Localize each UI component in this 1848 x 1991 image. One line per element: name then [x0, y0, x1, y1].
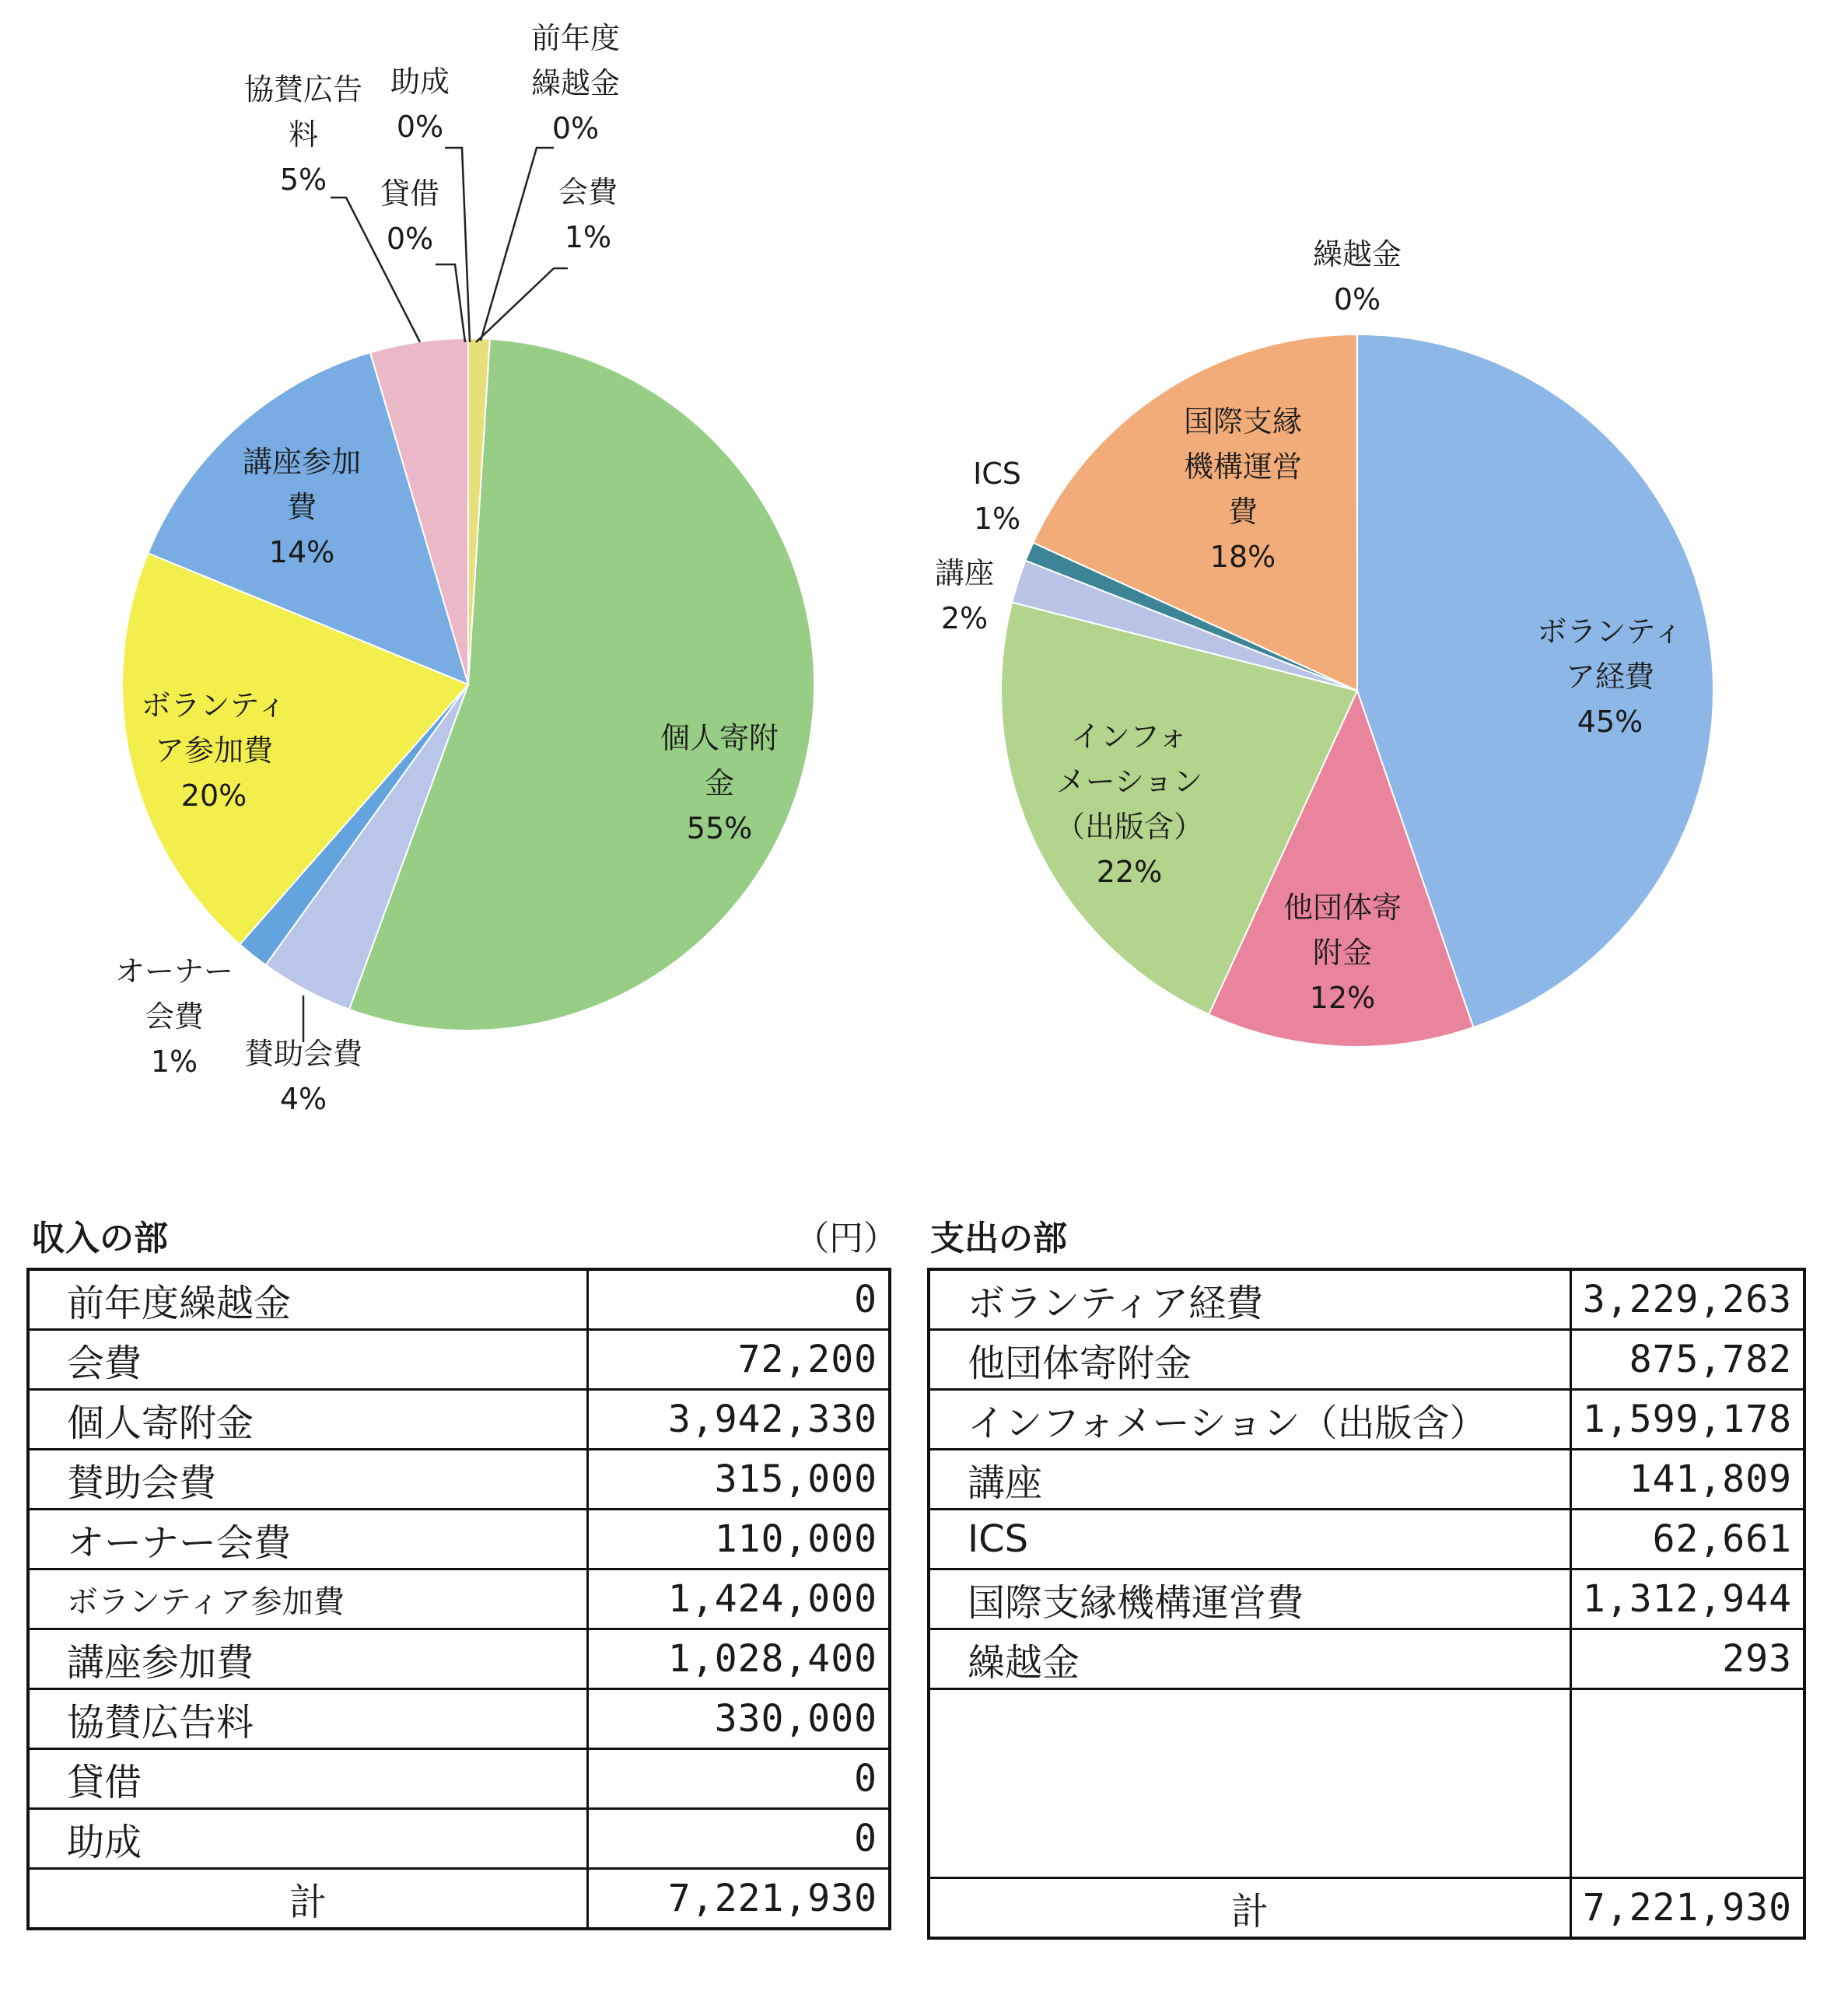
- table-row: [28, 1330, 890, 1390]
- slice-label: 賛助会費 4%: [243, 1037, 363, 1116]
- slice-label: 国際支縁機構運営費 18%: [1183, 404, 1303, 574]
- item-amount: 3,942,330: [588, 1390, 891, 1450]
- item-label: 国際支縁機構運営費: [929, 1569, 1570, 1629]
- slice-label: 貸借 0%: [380, 177, 440, 256]
- item-label: 賛助会費: [28, 1450, 588, 1510]
- table-row: [28, 1689, 890, 1749]
- total-row: [929, 1878, 1804, 1939]
- item-label: ボランティア参加費: [28, 1569, 588, 1629]
- leader-line: [436, 264, 465, 342]
- item-label: 協賛広告料: [28, 1689, 588, 1749]
- item-amount: 293: [1570, 1629, 1804, 1689]
- slice-label: オーナー会費 1%: [114, 954, 234, 1079]
- item-amount: 62,661: [1570, 1510, 1804, 1569]
- item-label: 他団体寄附金: [929, 1330, 1570, 1390]
- table-row: [28, 1510, 890, 1569]
- income-title: 収入の部: [31, 1219, 168, 1258]
- total-label: 計: [929, 1878, 1570, 1939]
- item-amount: 72,200: [588, 1330, 891, 1390]
- table-row: [28, 1809, 890, 1869]
- item-label: インフォメーション（出版含）: [929, 1390, 1570, 1450]
- item-label: 講座: [929, 1450, 1570, 1510]
- slice-label: 繰越金 0%: [1312, 237, 1402, 317]
- item-amount: 1,424,000: [588, 1569, 891, 1629]
- table-row: [929, 1629, 1804, 1689]
- table-row: [28, 1269, 890, 1330]
- table-row: [929, 1390, 1804, 1450]
- slice-label: インフォメーション（出版含） 22%: [1055, 719, 1204, 889]
- item-label: [929, 1689, 1570, 1878]
- expense-table: [927, 1268, 1806, 1940]
- total-amount: 7,221,930: [1570, 1878, 1804, 1939]
- table-row-empty: [929, 1689, 1804, 1878]
- table-row: [28, 1749, 890, 1809]
- slice-label: 他団体寄附金 12%: [1283, 891, 1402, 1015]
- leader-line: [445, 148, 470, 342]
- slice-label: ボランティア経費 45%: [1537, 614, 1683, 739]
- slice-label: 前年度繰越金 0%: [530, 21, 621, 145]
- slice-label: 会費 1%: [558, 175, 618, 254]
- item-label: 助成: [28, 1809, 588, 1869]
- leader-line: [476, 268, 568, 342]
- item-amount: 0: [588, 1749, 891, 1809]
- item-amount: 3,229,263: [1570, 1269, 1804, 1330]
- slice-label: 協賛広告料 5%: [243, 72, 363, 197]
- table-row: [929, 1269, 1804, 1330]
- leader-line: [331, 198, 420, 342]
- item-amount: 141,809: [1570, 1450, 1804, 1510]
- item-amount: 0: [588, 1269, 891, 1330]
- slice-label: ボランティア参加費 20%: [141, 688, 287, 813]
- slice-label: 講座参加費 14%: [242, 445, 362, 569]
- table-row: [929, 1569, 1804, 1629]
- pie-chart-2: [935, 237, 1713, 1047]
- leader-line: [481, 148, 554, 341]
- income-table: [26, 1268, 891, 1930]
- item-label: ICS: [929, 1510, 1570, 1569]
- table-row: [929, 1510, 1804, 1569]
- table-row: [28, 1450, 890, 1510]
- slice-label: 助成 0%: [390, 65, 450, 144]
- item-label: 会費: [28, 1330, 588, 1390]
- item-amount: 0: [588, 1809, 891, 1869]
- pie-chart-1: [115, 21, 814, 1116]
- item-amount: 330,000: [588, 1689, 891, 1749]
- table-row: [28, 1569, 890, 1629]
- item-label: 前年度繰越金: [28, 1269, 588, 1330]
- item-amount: 1,028,400: [588, 1629, 891, 1689]
- item-amount: 315,000: [588, 1450, 891, 1510]
- item-amount: [1570, 1689, 1804, 1878]
- table-row: [28, 1629, 890, 1689]
- item-label: ボランティア経費: [929, 1269, 1570, 1330]
- total-label: 計: [28, 1869, 588, 1930]
- item-label: 貸借: [28, 1749, 588, 1809]
- slice-label: ICS 1%: [973, 457, 1021, 536]
- item-label: オーナー会費: [28, 1510, 588, 1569]
- expense-title: 支出の部: [930, 1219, 1067, 1258]
- table-row: [929, 1450, 1804, 1510]
- slice-label: 個人寄附金 55%: [660, 721, 779, 845]
- item-amount: 875,782: [1570, 1330, 1804, 1390]
- total-row: [28, 1869, 890, 1930]
- item-label: 繰越金: [929, 1629, 1570, 1689]
- slice-label: 講座 2%: [934, 556, 995, 635]
- item-amount: 1,599,178: [1570, 1390, 1804, 1450]
- item-amount: 110,000: [588, 1510, 891, 1569]
- table-row: [28, 1390, 890, 1450]
- unit-label: （円）: [795, 1219, 898, 1258]
- item-label: 個人寄附金: [28, 1390, 588, 1450]
- item-label: 講座参加費: [28, 1629, 588, 1689]
- total-amount: 7,221,930: [588, 1869, 891, 1930]
- item-amount: 1,312,944: [1570, 1569, 1804, 1629]
- table-row: [929, 1330, 1804, 1390]
